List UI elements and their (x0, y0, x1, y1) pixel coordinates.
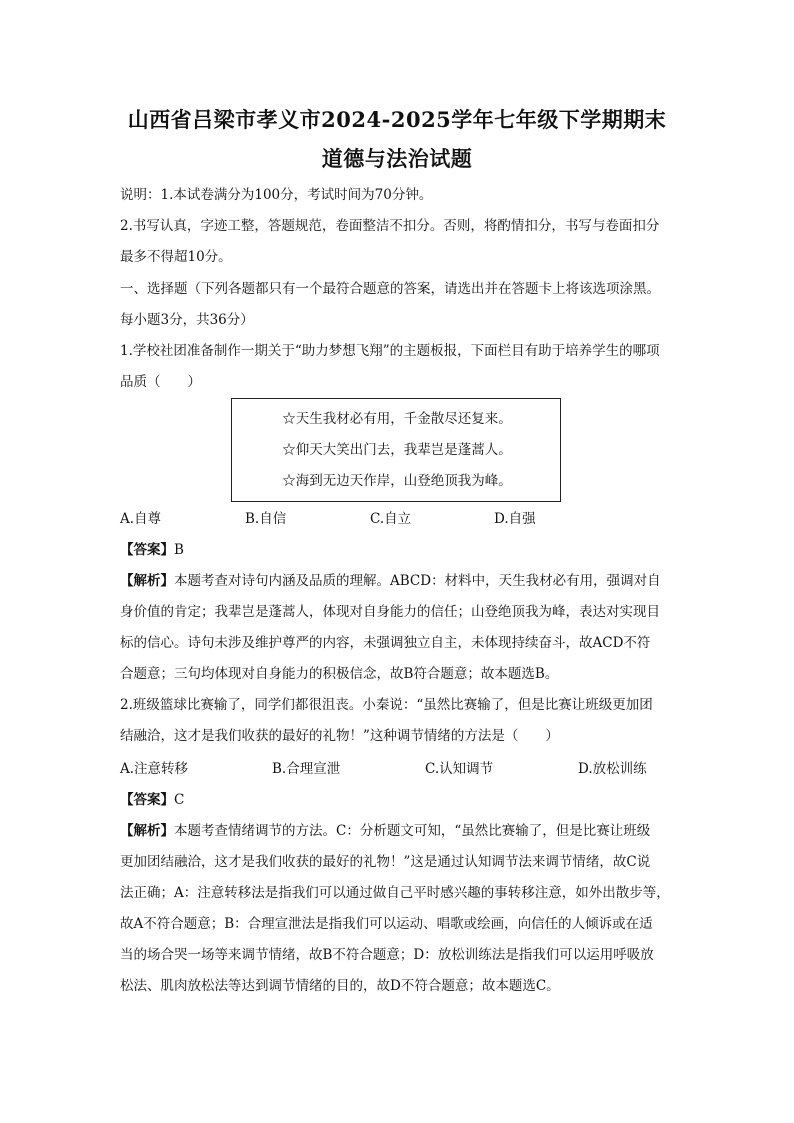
q1-quote-box (231, 398, 561, 502)
q2-option-c: C.认知调节 (425, 761, 494, 777)
q1-analysis-line-4: 合题意；三句均体现对自身能力的积极信念，故B符合题意；故本题选B。 (120, 666, 559, 682)
instruction-line-2: 2.书写认真，字迹工整，答题规范，卷面整洁不扣分。否则，将酌情扣分，书写与卷面扣分 (120, 218, 660, 234)
q1-analysis-text-1: 本题考查对诗句内涵及品质的理解。ABCD：材料中，天生我材必有用，强调对自 (174, 573, 661, 589)
q2-analysis-line-1 (120, 821, 690, 841)
q1-option-b: B.自信 (245, 511, 287, 527)
q1-answer-label: 【答案】 (120, 542, 174, 558)
q1-option-c: C.自立 (370, 511, 412, 527)
q1-quote-3: ☆海到无边天作岸，山登绝顶我为峰。 (282, 473, 512, 489)
q2-answer-label: 【答案】 (120, 792, 174, 808)
q2-analysis-label: 【解析】 (120, 823, 174, 839)
q1-stem-line-1: 1.学校社团准备制作一期关于“助力梦想飞翔”的主题板报，下面栏目有助于培养学生的哪项 (120, 343, 660, 359)
q2-option-b: B.合理宣泄 (272, 761, 341, 777)
q2-option-a: A.注意转移 (120, 761, 189, 777)
instruction-line-3: 最多不得超10分。 (120, 249, 232, 265)
q2-analysis-line-5: 当的场合哭一场等来调节情绪，故B不符合题意；D：放松训练法是指我们可以运用呼吸放 (120, 947, 654, 963)
q1-quote-1: ☆天生我材必有用，千金散尽还复来。 (282, 411, 512, 427)
q2-analysis-text-1: 本题考查情绪调节的方法。C：分析题文可知，“虽然比赛输了，但是比赛让班级 (174, 823, 651, 839)
q1-analysis-line-3: 标的信心。诗句未涉及维护尊严的内容，未强调独立自主，未体现持续奋斗，故ACD不符 (120, 635, 651, 651)
q2-analysis-line-4: 故A不符合题意；B：合理宣泄法是指我们可以运动、唱歌或绘画，向信任的人倾诉或在适 (120, 916, 653, 932)
q2-analysis-line-2: 更加团结融洽，这才是我们收获的最好的礼物！”这是通过认知调节法来调节情绪，故C说 (120, 854, 651, 870)
q2-option-d: D.放松训练 (578, 761, 647, 777)
q1-answer (120, 540, 690, 560)
q2-stem-line-2: 结融洽，这才是我们收获的最好的礼物！”这种调节情绪的方法是（ ） (120, 728, 559, 744)
q2-answer-value: C (174, 792, 185, 808)
q1-option-a: A.自尊 (120, 511, 162, 527)
section-heading-line-2: 每小题3分，共36分） (120, 312, 254, 328)
exam-title-line-1: 山西省吕梁市孝义市2024-2025学年七年级下学期期末 (127, 107, 667, 132)
q1-stem-line-2: 品质（ ） (120, 374, 201, 390)
q1-quote-2: ☆仰天大笑出门去，我辈岂是蓬蒿人。 (282, 442, 512, 458)
instruction-line-1: 说明：1.本试卷满分为100分，考试时间为70分钟。 (120, 187, 433, 203)
q1-option-d: D.自强 (494, 511, 536, 527)
q2-answer (120, 790, 690, 810)
q1-answer-value: B (174, 542, 184, 558)
q2-stem-line-1: 2.班级篮球比赛输了，同学们都很沮丧。小秦说：“虽然比赛输了，但是比赛让班级更加团 (120, 697, 653, 713)
q2-analysis-line-3: 法正确；A：注意转移法是指我们可以通过做自己平时感兴趣的事转移注意，如外出散步等， (120, 885, 670, 901)
q1-analysis-line-1 (120, 571, 690, 591)
q1-analysis-line-2: 身价值的肯定；我辈岂是蓬蒿人，体现对自身能力的信任；山登绝顶我为峰，表达对实现目 (120, 604, 660, 620)
section-heading-line-1: 一、选择题（下列各题都只有一个最符合题意的答案，请选出并在答题卡上将该选项涂黑。 (120, 281, 660, 297)
exam-title-line-2: 道德与法治试题 (321, 146, 473, 171)
q2-analysis-line-6: 松法、肌肉放松法等达到调节情绪的目的，故D不符合题意；故本题选C。 (120, 978, 560, 994)
q1-analysis-label: 【解析】 (120, 573, 174, 589)
